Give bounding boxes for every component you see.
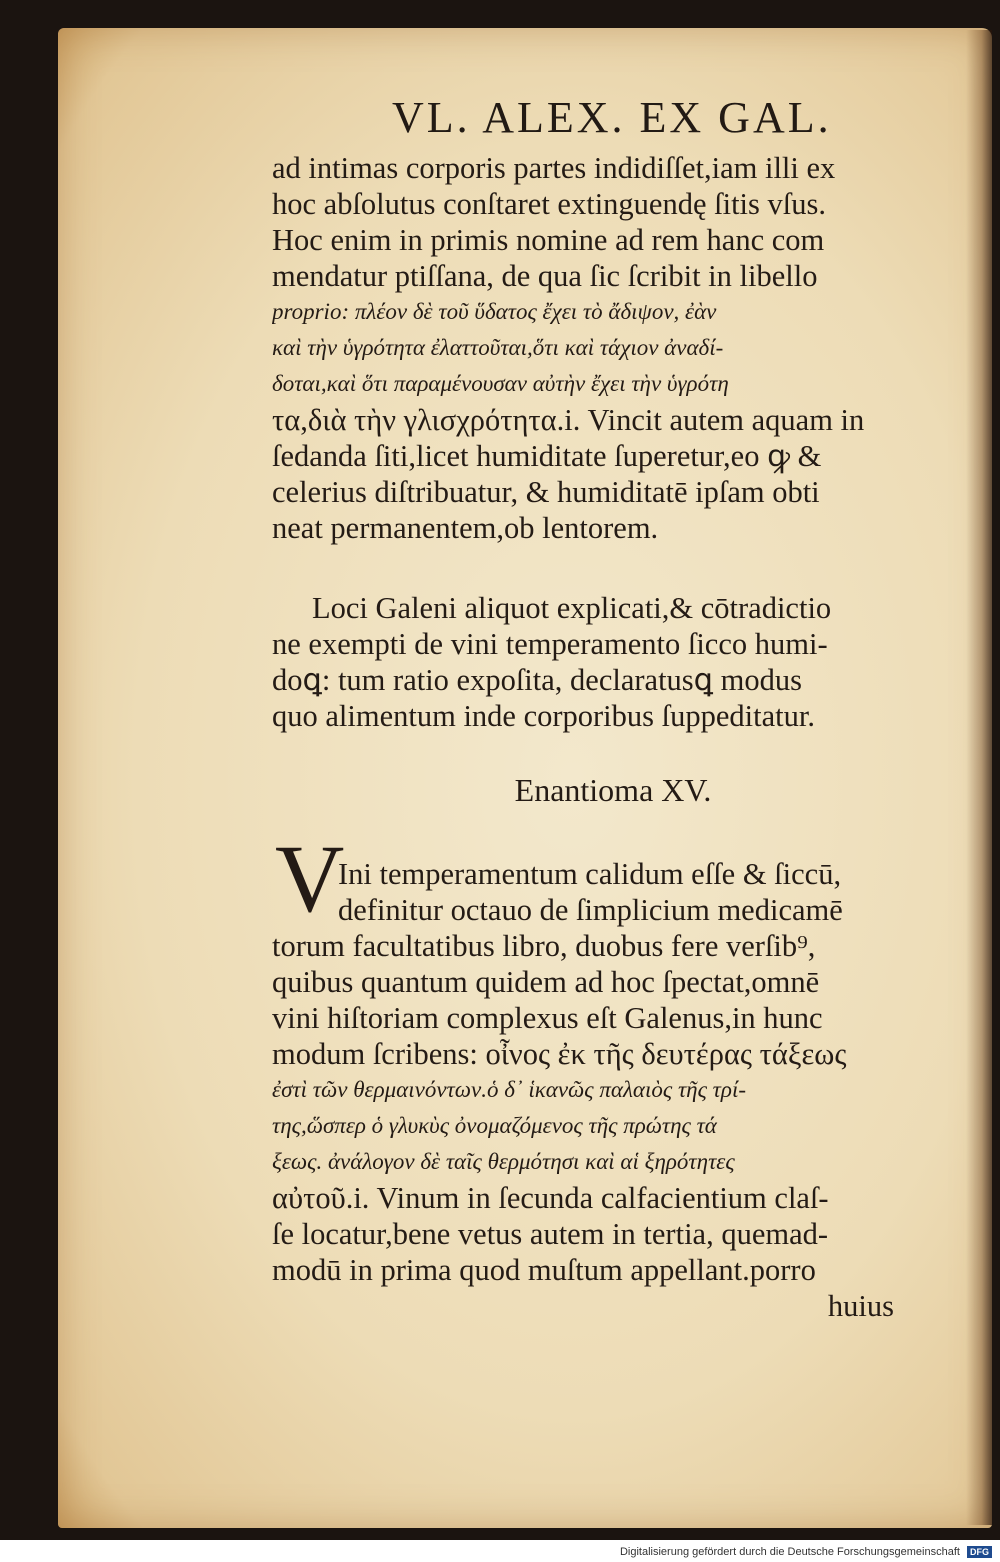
text-line: vini hiſtoriam complexus eſt Galenus,in hunc xyxy=(272,1001,823,1035)
text-line: Ini temperamentum calidum eſſe & ſiccū, xyxy=(338,857,842,891)
catchword: huius xyxy=(827,1289,894,1323)
text-line: ſe locatur,bene vetus autem in tertia, quemad- xyxy=(272,1217,829,1251)
text-line: Hoc enim in primis nomine ad rem hanc com xyxy=(272,223,825,257)
paragraph-2 xyxy=(272,856,942,1324)
text-line: modū in prima quod muſtum appellant.porro xyxy=(272,1253,816,1287)
text-line: neat permanentem,ob lentorem. xyxy=(272,511,659,545)
text-line: modum ſcribens: οἶνος ἐκ τῆς δευτέρας τάξεως xyxy=(272,1037,847,1071)
text-line: torum facultatibus libro, duobus fere verſib⁹, xyxy=(272,929,816,963)
text-line: celerius diſtribuatur, & humiditatē ipſam obti xyxy=(272,475,820,509)
drop-capital: V xyxy=(275,825,345,932)
greek-line: δοται,καὶ ὅτι παραμένουσαν αὐτὴν ἔχει τὴν ὑγρότη xyxy=(272,371,729,396)
paragraph-1 xyxy=(272,150,942,546)
text-line: hoc abſolutus conſtaret extinguendę ſitis vſus. xyxy=(272,187,826,221)
text-line: τα,διὰ τὴν γλισχρότητα.i. Vincit autem aquam in xyxy=(272,403,865,437)
text-line: mendatur ptiſſana, de qua ſic ſcribit in libello xyxy=(272,259,818,293)
text-line: ad intimas corporis partes indidiſſet,iam illi ex xyxy=(272,151,836,185)
greek-line: της,ὥσπερ ὁ γλυκὺς ὀνομαζόμενος τῆς πρώτης τά xyxy=(272,1113,717,1138)
greek-line: καὶ τὴν ὑγρότητα ἐλαττοῦται,ὅτι καὶ τάχιον ἀναδί- xyxy=(272,335,724,360)
page-text xyxy=(272,150,942,1324)
text-line: definitur octauo de ſimplicium medicamē xyxy=(338,893,843,927)
section-heading: Enantioma XV. xyxy=(514,772,712,808)
page-gutter-shadow xyxy=(966,30,992,1525)
summary-line: Loci Galeni aliquot explicati,& cōtradictio xyxy=(312,591,832,625)
digitization-footer xyxy=(0,1542,1000,1562)
summary-line: quo alimentum inde corporibus ſuppeditatur. xyxy=(272,699,815,733)
running-head: VL. ALEX. EX GAL. xyxy=(392,93,832,142)
greek-line: ἐστὶ τῶν θερμαινόντων.ὁ δ᾽ ἱκανῶς παλαιὸς τῆς τρί- xyxy=(272,1077,746,1102)
summary-line: ne exempti de vini temperamento ſicco humi- xyxy=(272,627,828,661)
footer-text: Digitalisierung gefördert durch die Deutsche Forschungsgemeinschaft xyxy=(619,1546,960,1558)
summary-line: doꝗ: tum ratio expoſita, declaratusꝗ modus xyxy=(272,663,802,697)
text-line: ſedanda ſiti,licet humiditate ſuperetur,eo ꝙ & xyxy=(272,439,822,473)
summary-paragraph xyxy=(272,590,942,734)
dfg-logo: DFG xyxy=(967,1546,992,1558)
greek-line: ξεως. ἀνάλογον δὲ ταῖς θερμότησι καὶ αἱ ξηρότητες xyxy=(272,1149,735,1174)
greek-line: proprio: πλέον δὲ τοῦ ὕδατος ἔχει τὸ ἄδιψον, ἐὰν xyxy=(272,299,717,324)
text-line: quibus quantum quidem ad hoc ſpectat,omnē xyxy=(272,965,820,999)
text-line: αὐτοῦ.i. Vinum in ſecunda calfacientium claſ- xyxy=(272,1181,829,1215)
